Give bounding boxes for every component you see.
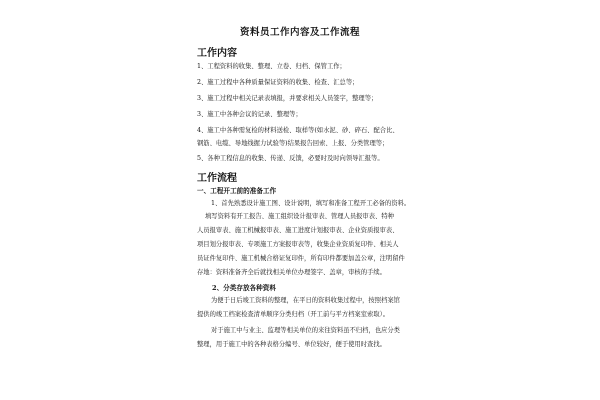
workflow-subheading: 一、工程开工前的准备工作 [197,187,277,195]
content-item: 4、施工中各种需复检的材料送检、取样等(如水泥、砂、碎石、配合比、 [197,127,399,134]
workflow-paragraph-line: 员证件复印件、施工机械合格证复印件，所有印件都要加盖公章，注明留件 [197,255,405,262]
content-item: 2、施工过程中各种质量保证资料的收集、检查、汇总等； [197,79,359,86]
workflow-subheading: 2、分类存放各种资料 [212,284,276,292]
content-item: 3、施工过程中相关记录表填报，并要求相关人员签字，整理等； [197,95,378,102]
workflow-paragraph-line: 项目划分报审表、专项施工方案报审表等，收集企业资质复印件、相关人 [197,241,399,248]
workflow-paragraph-line: 提供的竣工档案检查清单顺序分类归档（开工前与平方档案室索取）。 [197,311,390,318]
document-title: 资料员工作内容及工作流程 [239,27,360,38]
workflow-paragraph-line: 存地：资料准备齐全后就找相关单位办理签字、盖章，审核的手续。 [197,269,386,276]
workflow-paragraph-line: 为便于日后竣工资料的整理，在平日的资料收集过程中，按照档案馆 [211,297,400,304]
workflow-paragraph-line: 填写资料有开工报告、施工组织设计报审表、管理人员报审表、特种 [205,213,394,220]
content-item: 钢筋、电缆、导地线握力试验等)结果报告回索、上报、分类管理等； [197,140,389,147]
section-heading-work-content: 工作内容 [197,48,237,59]
workflow-paragraph-line: 对于施工中与业主、监理等相关单位的来往资料虽不归档，也应分类 [211,327,400,334]
content-item: 1、工程资料的收集、整理、立卷、归档、保管工作； [197,63,346,70]
workflow-paragraph-line: 整理，用于施工中的各种表格分编号、单位较好，便于使用时查找。 [197,341,386,348]
section-heading-workflow: 工作流程 [197,173,237,184]
content-item: 3、施工中各种会议的记录、整理等； [197,111,302,118]
content-item: 5、各种工程信息的收集、传递、反馈，必要时及时向领导汇报等。 [197,155,384,162]
workflow-paragraph-line: 人员报审表、施工机械报审表、施工进度计划报审表、企业资质报审表、 [197,227,399,234]
workflow-paragraph-line: 1、首先熟悉设计施工图、设计说明，填写和准备工程开工必备的资料。 [211,200,411,207]
